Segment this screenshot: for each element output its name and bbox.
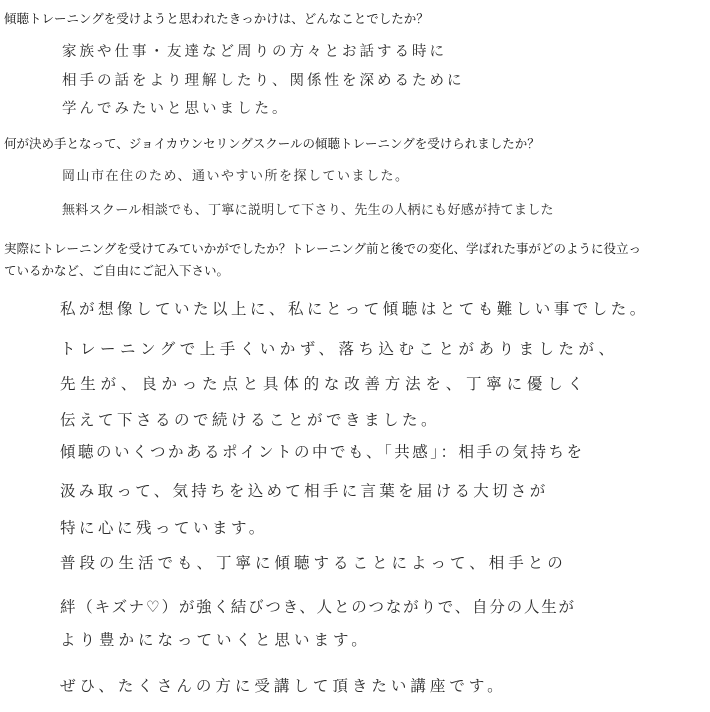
answer-3-line-5: 傾聴のいくつかあるポイントの中でも、「共感」：相手の気持ちを xyxy=(60,443,585,461)
answer-3-line-1: 私が想像していた以上に、私にとって傾聴はとても難しい事でした。 xyxy=(60,300,649,318)
answer-3-line-9: 絆（キズナ♡）が強く結びつき、人とのつながりで、自分の人生が xyxy=(60,598,576,616)
question-3-line-2: ているかなど、ご自由にご記入下さい。 xyxy=(4,263,230,278)
answer-1-line-1: 家族や仕事・友達など周りの方々とお話する時に xyxy=(62,44,447,60)
answer-2-line-1: 岡山市在住のため、通いやすい所を探していました。 xyxy=(62,169,410,184)
answer-3-line-4: 伝えて下さるので続けることができました。 xyxy=(60,411,441,429)
answer-1-line-3: 学んでみたいと思いました。 xyxy=(62,101,290,117)
answer-3-line-6: 汲み取って、気持ちを込めて相手に言葉を届ける大切さが xyxy=(60,482,549,500)
answer-3-line-3: 先生が、良かった点と具体的な改善方法を、丁寧に優しく xyxy=(60,375,588,393)
answer-3-line-11: ぜひ、たくさんの方に受講して頂きたい講座です。 xyxy=(60,677,507,695)
answer-3-line-8: 普段の生活でも、丁寧に傾聴することによって、相手との xyxy=(60,554,567,572)
answer-3-line-10: より豊かになっていくと思います。 xyxy=(60,631,371,649)
answer-3-line-2: トレーニングで上手くいかず、落ち込むことがありましたが、 xyxy=(60,340,619,358)
answer-2-line-2: 無料スクール相談でも、丁寧に説明して下さり、先生の人柄にも好感が持てました xyxy=(62,203,554,218)
question-2: 何が決め手となって、ジョイカウンセリングスクールの傾聴トレーニングを受けられましたか？ xyxy=(4,136,540,151)
question-3-line-1: 実際にトレーニングを受けてみていかがでしたか？トレーニング前と後での変化、学ばれた事がどのように役立っ xyxy=(4,241,642,256)
answer-3-line-7: 特に心に残っています。 xyxy=(60,519,268,537)
answer-1-line-2: 相手の話をより理解したり、関係性を深めるために xyxy=(62,73,465,89)
question-1: 傾聴トレーニングを受けようと思われたきっかけは、どんなことでしたか？ xyxy=(4,11,429,26)
